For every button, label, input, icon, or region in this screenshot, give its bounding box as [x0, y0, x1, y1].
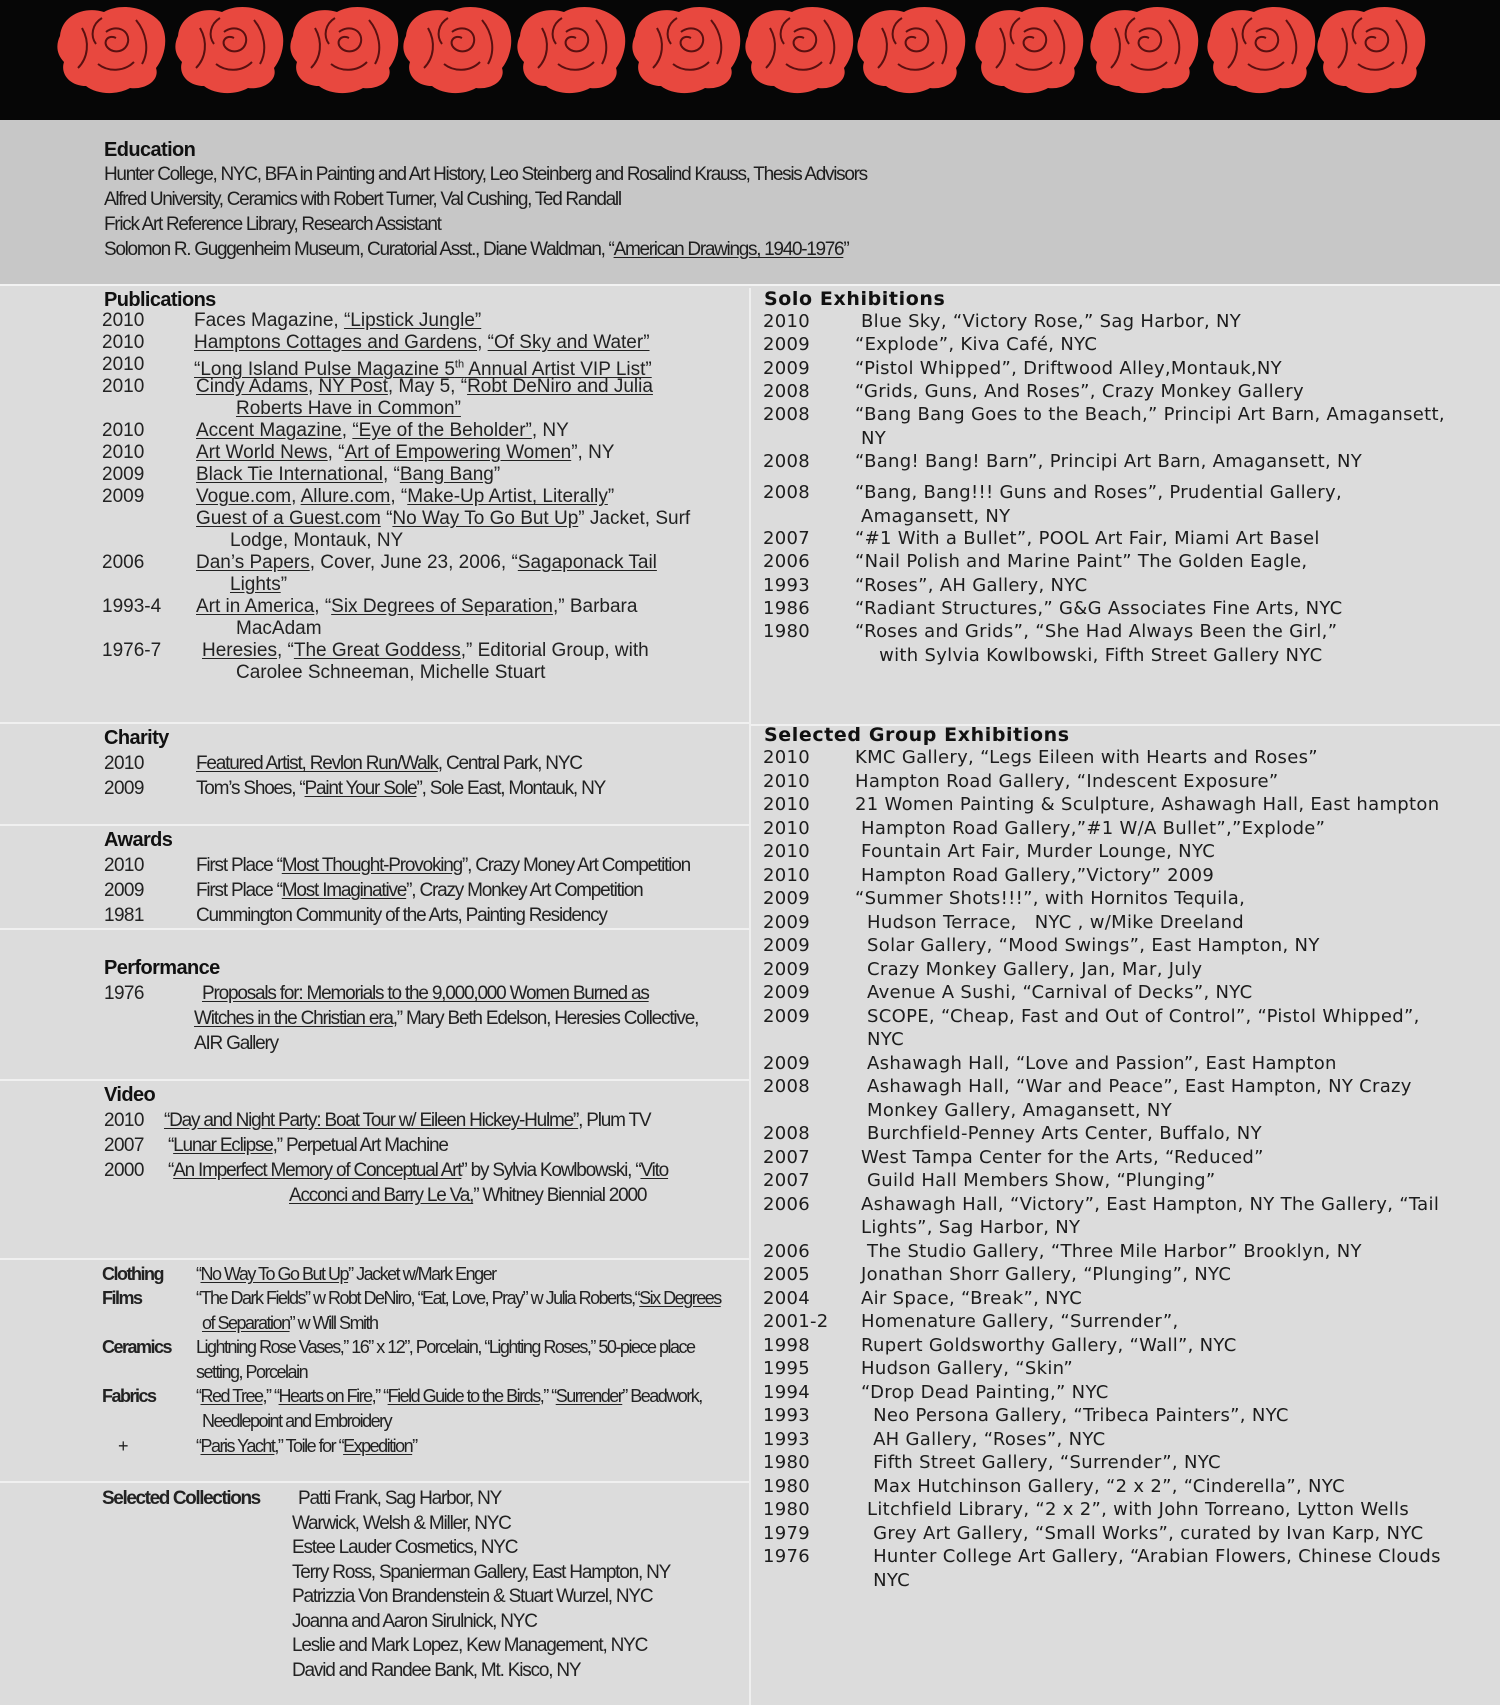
divider [0, 824, 750, 826]
divider [0, 1079, 750, 1081]
year: 1981 [104, 905, 144, 926]
year: 2010 [102, 376, 145, 397]
exhibition-text: NY [855, 427, 887, 449]
pub-text: “ [380, 508, 393, 529]
year: 2010 [763, 794, 811, 815]
pub-text: ” Jacket, Surf [578, 508, 691, 529]
exhibit-link[interactable]: American Drawings, 1940-1976 [613, 239, 844, 260]
year: 1979 [763, 1522, 811, 1544]
ceramics-label: Ceramics [102, 1337, 172, 1357]
performance-link[interactable]: Proposals for: Memorials to the 9,000,000 Women Burned as [202, 983, 649, 1004]
year: 1980 [763, 1452, 811, 1473]
video-text: ,” Perpetual Art Machine [272, 1135, 448, 1156]
year: 2000 [104, 1160, 144, 1181]
year: 1993 [763, 1405, 811, 1426]
year: 1995 [763, 1358, 811, 1379]
year: 1980 [763, 1475, 811, 1497]
year: 2010 [102, 420, 145, 441]
pub-link[interactable]: “Eye of the Beholder” [352, 420, 532, 441]
exhibition-text: Neo Persona Gallery, “Tribeca Painters”, NYC [855, 1405, 1289, 1426]
pub-link[interactable]: Guest of a Guest.com [196, 508, 381, 529]
pub-text: Faces Magazine, [194, 310, 344, 331]
exhibition-text: “Pistol Whipped”, Driftwood Alley,Montauk,NY [855, 358, 1282, 379]
award-text: First Place “ [196, 855, 282, 876]
award-text: Cummington Community of the Arts, Painting Residency [196, 905, 607, 926]
charity-text: ”, Sole East, Montauk, NY [416, 778, 606, 799]
pub-text: Lodge, Montauk, NY [230, 530, 404, 551]
pub-link-text: “Long Island Pulse Magazine 5 [194, 359, 455, 381]
pub-text: , [291, 486, 301, 507]
exhibition-text: SCOPE, “Cheap, Fast and Out of Control”, “Pistol Whipped”, [855, 1005, 1420, 1027]
exhibition-text: “Bang Bang Goes to the Beach,” Principi Art Barn, Amagansett, [855, 404, 1445, 425]
films-link[interactable]: of Separation [202, 1313, 290, 1333]
exhibition-text: Hampton Road Gallery,”#1 W/A Bullet”,”Explode” [855, 817, 1326, 839]
exhibition-text: Air Space, “Break”, NYC [855, 1287, 1083, 1309]
pub-text: ” [607, 486, 615, 507]
exhibition-text: “Grids, Guns, And Roses”, Crazy Monkey Gallery [855, 381, 1304, 402]
exhibition-text: “Summer Shots!!!”, with Hornitos Tequila, [855, 888, 1246, 909]
misc-text: “ [196, 1264, 201, 1284]
plus-link[interactable]: Expedition [343, 1436, 413, 1456]
year: 2006 [763, 1193, 811, 1215]
rose-icon [57, 7, 165, 93]
exhibition-text: “Roses and Grids”, “She Had Always Been the Girl,” [855, 621, 1338, 642]
year: 2009 [763, 958, 811, 980]
misc-text: ,” “ [539, 1386, 556, 1406]
year: 2009 [104, 778, 144, 799]
pub-text: ” [493, 464, 501, 485]
rose-icon [632, 7, 740, 93]
year: 2010 [104, 855, 144, 876]
pub-text: , [477, 332, 488, 353]
clothing-link[interactable]: No Way To Go But Up [200, 1264, 349, 1284]
exhibition-text: with Sylvia Kowlbowski, Fifth Street Gallery NYC [855, 644, 1323, 666]
charity-text: , Central Park, NYC [437, 753, 582, 774]
divider [0, 722, 750, 724]
exhibition-text: Burchfield-Penney Arts Center, Buffalo, NY [855, 1123, 1262, 1144]
year: 2009 [763, 888, 811, 909]
pub-text: , [341, 420, 353, 441]
misc-text: “The Dark Fields” w Robt DeNiro, “Eat, Love, Pray” w Julia Roberts,“ [196, 1288, 640, 1308]
exhibition-text: Blue Sky, “Victory Rose,” Sag Harbor, NY [855, 311, 1242, 332]
exhibition-text: Ashawagh Hall, “Love and Passion”, East Hampton [855, 1052, 1337, 1074]
pub-text: , NY [531, 420, 569, 441]
collection-text: Warwick, Welsh & Miller, NYC [292, 1512, 511, 1534]
rose-icon [975, 7, 1083, 93]
video-text: “ [168, 1160, 174, 1181]
charity-link[interactable]: Paint Your Sole [304, 778, 417, 799]
exhibition-text: “Explode”, Kiva Café, NYC [855, 334, 1098, 355]
year: 2010 [763, 747, 811, 768]
fabrics-link[interactable]: Surrender [555, 1386, 623, 1406]
misc-text: ,” “ [371, 1386, 388, 1406]
year: 2009 [763, 982, 811, 1003]
pub-link[interactable]: Sagaponack Tail [517, 552, 657, 573]
exhibition-text: Homenature Gallery, “Surrender”, [855, 1311, 1179, 1332]
pub-text: ,” Barbara [552, 596, 638, 617]
collections-heading-text: Selected Collections [102, 1488, 260, 1509]
year: 2006 [763, 1240, 811, 1262]
pub-text: ” [280, 574, 288, 595]
plus-label: + [118, 1436, 128, 1456]
year: 2007 [763, 1170, 811, 1191]
pub-text: , [307, 376, 319, 397]
exhibition-text: Crazy Monkey Gallery, Jan, Mar, July [855, 958, 1203, 980]
exhibition-text: Jonathan Shorr Gallery, “Plunging”, NYC [855, 1264, 1232, 1285]
pub-text: ”, NY [571, 442, 615, 463]
exhibition-text: “Bang! Bang! Barn”, Principi Art Barn, Amagansett, NY [855, 451, 1363, 472]
pub-text: , “ [390, 486, 408, 507]
exhibition-text: Litchfield Library, “2 x 2”, with John Torreano, Lytton Wells [855, 1499, 1410, 1520]
year: 2009 [102, 464, 145, 485]
video-text: ” by Sylvia Kowlbowski, “ [461, 1160, 641, 1181]
pub-text: , May 5, “ [387, 376, 468, 397]
exhibition-text: Guild Hall Members Show, “Plunging” [855, 1170, 1216, 1191]
pub-link[interactable]: Bang Bang [399, 464, 494, 485]
education-line: Alfred University, Ceramics with Robert Turner, Val Cushing, Ted Randall [104, 189, 621, 210]
exhibition-text: Fountain Art Fair, Murder Lounge, NYC [855, 841, 1216, 862]
rose-banner-art [0, 0, 1500, 120]
misc-text: Needlepoint and Embroidery [202, 1411, 392, 1431]
video-link[interactable]: “Day and Night Party: Boat Tour w/ Eileen Hickey-Hulme” [164, 1110, 579, 1131]
award-text: ”, Crazy Money Art Competition [462, 855, 690, 876]
fabrics-link[interactable]: Red Tree [200, 1386, 263, 1406]
exhibition-text: Avenue A Sushi, “Carnival of Decks”, NYC [855, 982, 1253, 1003]
pub-link[interactable]: “Lipstick Jungle” [343, 310, 482, 331]
year: 2007 [763, 1146, 811, 1168]
exhibition-text: AH Gallery, “Roses”, NYC [855, 1428, 1106, 1450]
rose-icon [290, 7, 398, 93]
year: 1976-7 [102, 640, 162, 661]
pub-link[interactable]: Hamptons Cottages and Gardens [194, 332, 478, 353]
pub-link[interactable]: Allure.com [300, 486, 391, 507]
year: 2010 [102, 354, 145, 375]
year: 2009 [763, 935, 811, 956]
exhibition-text: Grey Art Gallery, “Small Works”, curated by Ivan Karp, NYC [855, 1522, 1424, 1544]
clothing-label: Clothing [102, 1264, 163, 1284]
exhibition-text: Fifth Street Gallery, “Surrender”, NYC [855, 1452, 1221, 1473]
exhibition-text: “Radiant Structures,” G&G Associates Fine Arts, NYC [855, 598, 1343, 619]
year: 2007 [763, 528, 811, 549]
rose-banner [0, 0, 1500, 120]
year: 1986 [763, 598, 811, 619]
year: 2008 [763, 381, 811, 402]
exhibition-text: West Tampa Center for the Arts, “Reduced” [855, 1146, 1264, 1168]
rose-icon [403, 7, 511, 93]
year: 1980 [763, 1499, 811, 1520]
performance-link[interactable]: Witches in the Christian era [194, 1008, 393, 1029]
pub-text: , “ [276, 640, 294, 661]
exhibition-text: NYC [855, 1029, 904, 1050]
year: 2008 [763, 451, 811, 472]
award-text: First Place “ [196, 880, 282, 901]
pub-link[interactable]: No Way To Go But Up [392, 508, 579, 529]
year: 1993 [763, 1428, 811, 1450]
exhibition-text: Hunter College Art Gallery, “Arabian Flowers, Chinese Clouds [855, 1546, 1441, 1567]
year: 2009 [763, 911, 811, 933]
films-label: Films [102, 1288, 142, 1308]
pub-text: , Cover, June 23, 2006, “ [309, 552, 518, 573]
rose-icon [857, 7, 965, 93]
films-link[interactable]: Six Degrees [639, 1288, 721, 1308]
year: 2009 [763, 1052, 811, 1074]
pub-link-text: Annual Artist VIP List” [464, 359, 652, 381]
exhibition-text: NYC [855, 1569, 911, 1591]
education-text: ” [843, 239, 849, 260]
year: 2009 [763, 358, 811, 379]
year: 2010 [763, 841, 811, 862]
exhibition-text: Rupert Goldsworthy Gallery, “Wall”, NYC [855, 1334, 1237, 1356]
exhibition-text: “Drop Dead Painting,” NYC [855, 1381, 1109, 1403]
year: 2010 [104, 753, 144, 774]
year: 2009 [763, 334, 811, 355]
charity-link[interactable]: Featured Artist, Revlon Run/Walk [196, 753, 438, 774]
pub-link[interactable]: Art World News [196, 442, 328, 463]
year: 2006 [102, 552, 145, 573]
exhibition-text: Ashawagh Hall, “Victory”, East Hampton, NY The Gallery, “Tail [855, 1193, 1440, 1215]
pub-link[interactable]: Dan’s Papers [196, 552, 310, 573]
exhibition-text: 21 Women Painting & Sculpture, Ashawagh Hall, East hampton [855, 794, 1440, 815]
pub-link[interactable]: Lights [230, 574, 281, 595]
exhibition-text: Hampton Road Gallery,”Victory” 2009 [855, 864, 1215, 886]
rose-icon [175, 7, 283, 93]
year: 1994 [763, 1381, 811, 1403]
exhibition-text: KMC Gallery, “Legs Eileen with Hearts and Roses” [855, 747, 1318, 768]
plus-link[interactable]: Paris Yacht [200, 1436, 275, 1456]
collection-text: Joanna and Aaron Sirulnick, NYC [292, 1610, 537, 1632]
collection-text: Estee Lauder Cosmetics, NYC [292, 1537, 518, 1558]
year: 2010 [763, 770, 811, 792]
awards-heading: Awards [104, 829, 173, 851]
pub-link[interactable]: Accent Magazine [196, 420, 342, 441]
exhibition-text: “Roses”, AH Gallery, NYC [855, 575, 1088, 596]
video-link[interactable]: Lunar Eclipse [173, 1135, 273, 1156]
education-line: Frick Art Reference Library, Research Assistant [104, 214, 441, 235]
pub-link[interactable]: “Of Sky and Water” [487, 332, 650, 353]
exhibition-text: Ashawagh Hall, “War and Peace”, East Hampton, NY Crazy [855, 1076, 1412, 1097]
education-section [0, 120, 1500, 286]
collection-text: Leslie and Mark Lopez, Kew Management, NYC [292, 1635, 648, 1656]
pub-link[interactable]: Robt DeNiro and Julia [467, 376, 653, 397]
year: 1976 [104, 983, 144, 1004]
year: 1980 [763, 621, 811, 642]
year: 2010 [763, 817, 811, 839]
charity-text: Tom’s Shoes, “ [196, 778, 305, 799]
year: 2010 [763, 864, 811, 886]
charity-heading: Charity [104, 727, 169, 749]
exhibition-text: The Studio Gallery, “Three Mile Harbor” Brooklyn, NY [855, 1240, 1362, 1262]
year: 2008 [763, 1123, 811, 1144]
misc-text: ” Jacket w/Mark Enger [348, 1264, 496, 1284]
rose-icon [517, 7, 625, 93]
performance-text: ,” Mary Beth Edelson, Heresies Collective, [392, 1008, 699, 1029]
fabrics-link[interactable]: Field Guide to the Birds [387, 1386, 540, 1406]
exhibition-text: Monkey Gallery, Amagansett, NY [855, 1099, 1172, 1121]
year: 2010 [763, 311, 811, 332]
solo-exhibitions-heading: Solo Exhibitions [764, 288, 946, 310]
education-heading: Education [104, 139, 196, 161]
year: 2010 [102, 332, 145, 353]
divider [0, 1481, 750, 1483]
video-link[interactable]: An Imperfect Memory of Conceptual Art [173, 1160, 462, 1181]
pub-text: , “ [382, 464, 400, 485]
video-text: “ [168, 1135, 174, 1156]
exhibition-text: Hudson Gallery, “Skin” [855, 1358, 1073, 1379]
year: 2009 [763, 1005, 811, 1027]
video-text: , Plum TV [578, 1110, 651, 1131]
education-line [104, 237, 867, 262]
exhibition-text: Solar Gallery, “Mood Swings”, East Hampton, NY [855, 935, 1320, 956]
superscript: th [454, 359, 465, 371]
exhibition-text: “Bang, Bang!!! Guns and Roses”, Prudential Gallery, [855, 482, 1342, 503]
collection-text: Patti Frank, Sag Harbor, NY [298, 1488, 502, 1509]
pub-link[interactable]: Black Tie International [196, 464, 383, 485]
misc-text: “ [196, 1436, 201, 1456]
misc-text: ” w Will Smith [289, 1313, 378, 1333]
misc-text: ,” Toile for “ [274, 1436, 344, 1456]
year: 1998 [763, 1334, 811, 1356]
exhibition-text: Hampton Road Gallery, “Indescent Exposure” [855, 770, 1279, 792]
year: 2006 [763, 551, 811, 572]
divider [0, 928, 750, 930]
year: 2004 [763, 1287, 811, 1309]
fabrics-link[interactable]: Hearts on Fire [278, 1386, 372, 1406]
exhibition-text: Amagansett, NY [855, 505, 1011, 527]
pub-link[interactable]: Make-Up Artist, Literally [407, 486, 608, 507]
pub-link[interactable]: NY Post [318, 376, 388, 397]
year: 2010 [102, 310, 145, 331]
pub-text: , “ [314, 596, 332, 617]
pub-link[interactable]: The Great Goddess [293, 640, 461, 661]
pub-link[interactable]: Cindy Adams [196, 376, 308, 397]
misc-text: Lightning Rose Vases,” 16” x 12”, Porcelain, “Lighting Roses,” 50-piece place [196, 1337, 695, 1357]
year: 2008 [763, 482, 811, 503]
pub-text: Carolee Schneeman, Michelle Stuart [236, 662, 546, 683]
year: 1976 [763, 1546, 811, 1567]
misc-text: ” Beadwork, [622, 1386, 702, 1406]
video-link[interactable]: Vito [640, 1160, 669, 1181]
video-text: ” Whitney Biennial 2000 [473, 1185, 647, 1206]
rose-icon [1317, 7, 1425, 93]
rose-icon [1207, 7, 1315, 93]
education-line: Hunter College, NYC, BFA in Painting and Art History, Leo Steinberg and Rosalind Krauss, Thesis Advisors [104, 164, 867, 185]
rose-icon [1090, 7, 1198, 93]
award-text: ”, Crazy Monkey Art Competition [406, 880, 643, 901]
video-link[interactable]: Acconci and Barry Le Va, [289, 1185, 474, 1206]
misc-text: “ [196, 1386, 201, 1406]
performance-text: AIR Gallery [194, 1033, 278, 1054]
year: 1993 [763, 575, 811, 596]
fabrics-label: Fabrics [102, 1386, 156, 1406]
exhibition-text: “Nail Polish and Marine Paint” The Golden Eagle, [855, 551, 1308, 572]
year: 2008 [763, 1076, 811, 1097]
year: 2008 [763, 404, 811, 425]
year: 2001-2 [763, 1311, 829, 1332]
collection-text: Terry Ross, Spanierman Gallery, East Hampton, NY [292, 1561, 671, 1583]
year: 2010 [102, 442, 145, 463]
year: 2009 [102, 486, 145, 507]
exhibition-text: Hudson Terrace, NYC , w/Mike Dreeland [855, 911, 1244, 933]
pub-link[interactable]: Art in America [196, 596, 315, 617]
misc-text: ” [412, 1436, 417, 1456]
pub-link[interactable]: Vogue.com [196, 486, 292, 507]
performance-heading: Performance [104, 957, 220, 979]
publications-heading: Publications [104, 289, 216, 311]
exhibition-text: Max Hutchinson Gallery, “2 x 2”, “Cinderella”, NYC [855, 1475, 1345, 1497]
year: 2005 [763, 1264, 811, 1285]
year: 2007 [104, 1135, 144, 1156]
award-link[interactable]: Most Imaginative [281, 880, 407, 901]
pub-link[interactable]: Six Degrees of Separation [331, 596, 553, 617]
video-heading: Video [104, 1084, 156, 1106]
rose-icon [745, 7, 853, 93]
pub-link[interactable]: Roberts Have in Common” [236, 398, 461, 419]
pub-link[interactable]: Heresies [202, 640, 277, 661]
pub-text: MacAdam [236, 618, 322, 639]
award-link[interactable]: Most Thought-Provoking [281, 855, 462, 876]
divider [0, 1258, 750, 1260]
pub-text: ,” Editorial Group, with [460, 640, 649, 661]
left-column [0, 288, 750, 1705]
year: 2010 [104, 1110, 144, 1131]
exhibition-text: “#1 With a Bullet”, POOL Art Fair, Miami Art Basel [855, 528, 1320, 549]
pub-text: , “ [327, 442, 345, 463]
pub-link[interactable]: Art of Empowering Women [344, 442, 572, 463]
collection-text: David and Randee Bank, Mt. Kisco, NY [292, 1659, 581, 1681]
group-exhibitions-heading: Selected Group Exhibitions [764, 724, 1070, 746]
collection-text: Patrizzia Von Brandenstein & Stuart Wurzel, NYC [292, 1586, 653, 1607]
right-column [751, 288, 1500, 1705]
year: 1993-4 [102, 596, 162, 617]
year: 2009 [104, 880, 144, 901]
exhibition-text: Lights”, Sag Harbor, NY [855, 1217, 1081, 1238]
misc-text: setting, Porcelain [196, 1362, 308, 1382]
education-text: Solomon R. Guggenheim Museum, Curatorial Asst., Diane Waldman, “ [104, 239, 614, 260]
misc-text: ,” “ [262, 1386, 279, 1406]
